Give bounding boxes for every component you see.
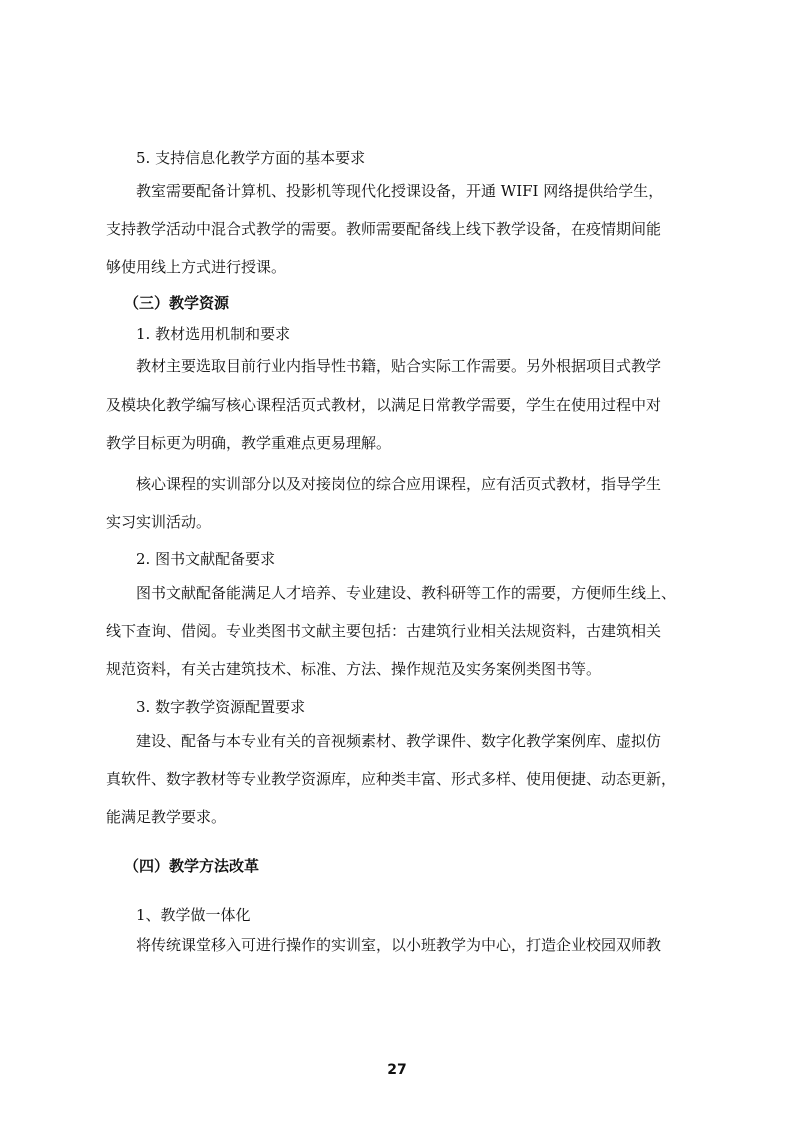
paragraph-line: 图书文献配备能满足人才培养、专业建设、教科研等工作的需要，方便师生线上、 — [136, 584, 677, 602]
section-heading: 3. 数字教学资源配置要求 — [136, 698, 306, 716]
paragraph-line: 建设、配备与本专业有关的音视频素材、教学课件、数字化教学案例库、虚拟仿 — [136, 732, 662, 750]
page-number: 27 — [387, 1062, 407, 1078]
paragraph-line: 核心课程的实训部分以及对接岗位的综合应用课程，应有活页式教材，指导学生 — [136, 475, 662, 493]
paragraph-line: 及模块化教学编写核心课程活页式教材，以满足日常教学需要，学生在使用过程中对 — [106, 396, 662, 414]
section-title: （三）教学资源 — [124, 294, 230, 312]
paragraph-line: 真软件、数字教材等专业教学资源库，应种类丰富、形式多样、使用便捷、动态更新， — [106, 770, 677, 788]
paragraph-line: 将传统课堂移入可进行操作的实训室，以小班教学为中心，打造企业校园双师教 — [136, 936, 662, 954]
paragraph-line: 支持教学活动中混合式教学的需要。教师需要配备线上线下教学设备，在疫情期间能 — [106, 220, 662, 238]
section-heading: 5. 支持信息化教学方面的基本要求 — [136, 149, 366, 167]
paragraph-line: 实习实训活动。 — [106, 513, 212, 531]
section-title: （四）教学方法改革 — [124, 857, 260, 875]
section-heading: 1、教学做一体化 — [136, 906, 251, 924]
paragraph-line: 教室需要配备计算机、投影机等现代化授课设备，开通 WIFI 网络提供给学生， — [136, 182, 664, 200]
paragraph-line: 线下查询、借阅。专业类图书文献主要包括：古建筑行业相关法规资料，古建筑相关 — [106, 622, 662, 640]
paragraph-line: 够使用线上方式进行授课。 — [106, 258, 287, 276]
section-heading: 1. 教材选用机制和要求 — [136, 325, 291, 343]
paragraph-line: 教学目标更为明确，教学重难点更易理解。 — [106, 434, 392, 452]
paragraph-line: 教材主要选取目前行业内指导性书籍，贴合实际工作需要。另外根据项目式教学 — [136, 357, 662, 375]
section-heading: 2. 图书文献配备要求 — [136, 550, 276, 568]
paragraph-line: 规范资料，有关古建筑技术、标准、方法、操作规范及实务案例类图书等。 — [106, 660, 602, 678]
paragraph-line: 能满足教学要求。 — [106, 808, 227, 826]
